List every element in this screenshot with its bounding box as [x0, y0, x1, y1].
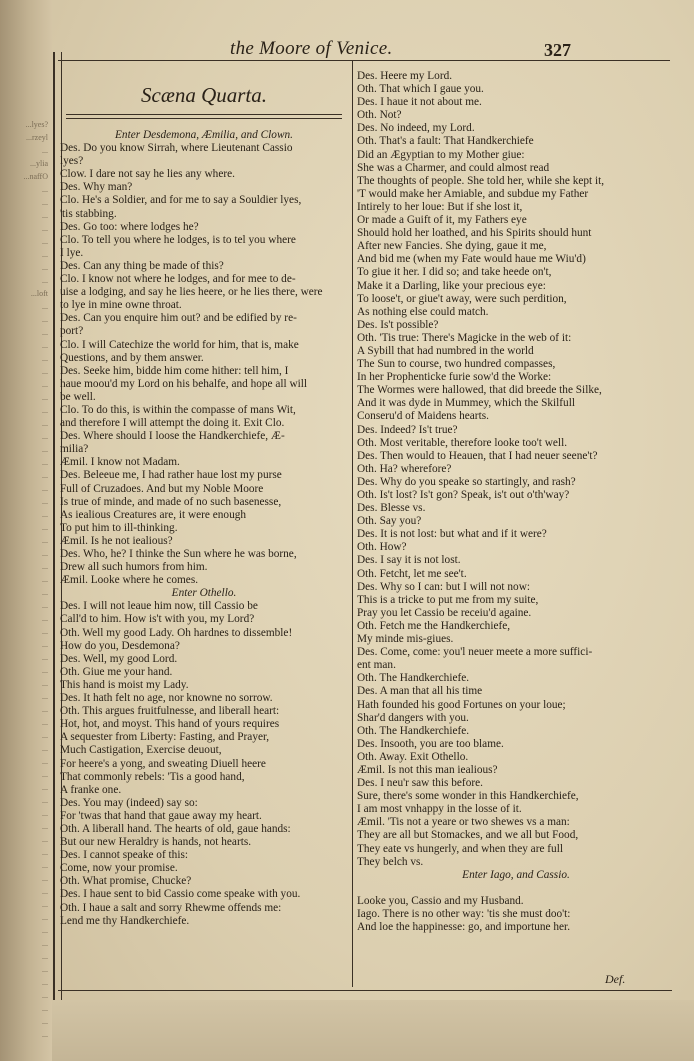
text-line: Æmil. I know not Madam. [60, 456, 180, 469]
catchword: Def. [605, 972, 626, 986]
text-line: Oth. Ha? wherefore? [357, 462, 452, 475]
text-line: Looke you, Cassio and my Husband. [357, 894, 524, 907]
text-line: ent man. [357, 659, 396, 672]
bleed-text-line: ... [42, 627, 48, 636]
bleed-text-line: ... [42, 705, 48, 714]
bleed-text-line: ... [42, 445, 48, 454]
bleed-text-line: ... [42, 939, 48, 948]
text-line: A sequester from Liberty: Fasting, and Prayer, [60, 731, 270, 744]
text-line: Clow. I dare not say he lies any where. [60, 168, 235, 181]
bleed-text-line: ... [42, 523, 48, 532]
bleed-text-line: ... [42, 575, 48, 584]
text-line: Pray you let Cassio be receiu'd againe. [357, 606, 532, 619]
bleed-text-line: ... [42, 185, 48, 194]
text-line: Come, now your promise. [60, 862, 178, 875]
text-line: Des. Come, come: you'l neuer meete a more suffici- [357, 646, 593, 659]
text-line: Or made a Guift of it, my Fathers eye [357, 214, 527, 227]
bleed-text-line: ... [42, 1017, 48, 1026]
bleed-text-line: ... [42, 744, 48, 753]
text-line: Des. Can you enquire him out? and be edified by re- [60, 312, 297, 325]
text-line: To loose't, or giue't away, were such perdition, [357, 292, 567, 305]
text-line: Des. Is't possible? [357, 318, 439, 331]
bleed-text-line: ... [42, 848, 48, 857]
text-line: They eate vs hungerly, and when they are full [357, 842, 563, 855]
bleed-text-line: ...rzeyl [26, 133, 48, 142]
bleed-text-line: ...ylia [30, 159, 48, 168]
text-line: Des. Well, my good Lord. [60, 652, 178, 665]
text-line: Des. It is not lost: but what and if it were? [357, 528, 547, 541]
bleed-text-line: ... [42, 614, 48, 623]
text-line: Oth. How? [357, 541, 407, 554]
bleed-text-line: ... [42, 861, 48, 870]
text-line [357, 882, 675, 895]
text-line: Æmil. Is he not iealious? [60, 534, 173, 547]
text-line: They are all but Stomackes, and we all but Food, [357, 829, 579, 842]
scene-title-rule-lower [66, 118, 342, 119]
bleed-text-line: ... [42, 393, 48, 402]
bleed-text-line: ... [42, 458, 48, 467]
text-line: Des. I say it is not lost. [357, 554, 461, 567]
bleed-text-line: ... [42, 497, 48, 506]
bleed-text-line: ... [42, 315, 48, 324]
text-line: Call'd to him. How is't with you, my Lord? [60, 613, 255, 626]
scene-title: Scæna Quarta. [141, 83, 267, 107]
bleed-text-line: ... [42, 380, 48, 389]
text-line: Hot, hot, and moyst. This hand of yours requires [60, 718, 280, 731]
bleed-text-line: ... [42, 406, 48, 415]
text-line: Æmil. Looke where he comes. [60, 574, 199, 587]
text-line: The Wormes were hallowed, that did breede the Silke, [357, 384, 602, 397]
bleed-text-line: ... [42, 965, 48, 974]
text-line: Oth. Not? [357, 109, 402, 122]
bleed-text-line: ... [42, 913, 48, 922]
bleed-text-line: ... [42, 562, 48, 571]
bleed-text-line: ... [42, 354, 48, 363]
bleed-text-line: ... [42, 263, 48, 272]
text-line: Clo. To tell you where he lodges, is to tel you where [60, 233, 296, 246]
text-line: Des. It hath felt no age, nor knowne no sorrow. [60, 692, 273, 705]
text-line: That commonly rebels: 'Tis a good hand, [60, 770, 245, 783]
bleed-text-line: ...loft [30, 289, 48, 298]
bleed-text-line: ... [42, 419, 48, 428]
text-line: Oth. Is't lost? Is't gon? Speak, is't out o'th'way? [357, 489, 570, 501]
text-line: Des. I haue sent to bid Cassio come speake with you. [60, 888, 301, 901]
bottom-rule [58, 990, 672, 991]
text-line: Des. Insooth, you are too blame. [357, 737, 504, 750]
text-line: Oth. The Handkerchiefe. [357, 724, 470, 737]
text-line: Oth. 'Tis true: There's Magicke in the web of it: [357, 331, 572, 344]
bleed-text-line: ... [42, 926, 48, 935]
bleed-text-line: ... [42, 588, 48, 597]
text-line: To put him to ill-thinking. [60, 521, 178, 534]
text-line: The thoughts of people. She told her, while she kept it, [357, 174, 605, 187]
text-line: This hand is moist my Lady. [60, 678, 189, 691]
bleed-text-line: ... [42, 900, 48, 909]
folio-page [52, 0, 694, 1061]
text-line: Hath founded his good Fortunes on your loue; [357, 698, 566, 711]
text-line: Des. I will not leaue him now, till Cassio be [60, 600, 258, 613]
text-line: Oth. Most veritable, therefore looke too't well. [357, 436, 568, 449]
text-line: Clo. I know not where he lodges, and for mee to de- [60, 273, 296, 286]
text-line: I lye. [60, 246, 84, 259]
text-line: In her Prophenticke furie sow'd the Worke: [357, 371, 552, 384]
bleed-text-line: ... [42, 276, 48, 285]
bleed-text-line: ... [42, 874, 48, 883]
text-line: Des. Who, he? I thinke the Sun where he was borne, [60, 548, 297, 560]
bleed-text-line: ... [42, 692, 48, 701]
text-line: Questions, and by them answer. [60, 351, 204, 364]
text-line: Des. Indeed? Is't true? [357, 423, 458, 436]
text-line: Shar'd dangers with you. [357, 711, 469, 724]
text-line: Des. Beleeue me, I had rather haue lost my purse [60, 469, 282, 482]
text-line: Des. Blesse vs. [357, 502, 426, 515]
bleed-text-line: ...lyes? [25, 120, 48, 129]
text-line: I am most vnhappy in the losse of it. [357, 803, 522, 816]
bleed-text-line: ... [42, 341, 48, 350]
text-line: Des. Seeke him, bidde him come hither: tell him, I [60, 364, 289, 377]
bleed-text-line: ... [42, 666, 48, 675]
bleed-text-line: ... [42, 822, 48, 831]
bleed-text-line: ... [42, 887, 48, 896]
text-line: milia? [60, 443, 89, 456]
text-line: Lend me thy Handkerchiefe. [60, 914, 190, 927]
bleed-text-line: ... [42, 783, 48, 792]
text-line: Oth. Away. Exit Othello. [357, 750, 469, 763]
text-line: Should hold her loathed, and his Spirits should hunt [357, 227, 592, 240]
text-line: This is a tricke to put me from my suite, [357, 593, 539, 606]
bleed-text-line: ... [42, 978, 48, 987]
text-line: haue moou'd my Lord on his behalfe, and hope all will [60, 377, 308, 390]
bleed-text-line: ... [42, 835, 48, 844]
text-line: 'T would make her Amiable, and subdue my Father [357, 187, 589, 200]
text-line: Enter Iago, and Cassio. [462, 868, 570, 881]
text-line: Enter Desdemona, Æmilia, and Clown. [115, 129, 293, 141]
text-line: Intirely to her loue: But if she lost it, [357, 200, 523, 213]
text-line: Des. Why man? [60, 181, 133, 194]
bleed-text-line: ... [42, 302, 48, 311]
text-line: My minde mis-giues. [357, 633, 454, 646]
bleed-text-line: ...naffO [23, 172, 48, 181]
text-line: Oth. What promise, Chucke? [60, 875, 192, 888]
text-line: Oth. Say you? [357, 515, 422, 528]
text-line: A Sybill that had numbred in the world [357, 344, 534, 357]
left-column-lines [60, 129, 348, 928]
text-line: Des. Can any thing be made of this? [60, 259, 224, 272]
text-line: The Sun to course, two hundred compasses, [357, 358, 556, 371]
bleed-text-line: ... [42, 471, 48, 480]
bleed-text-line: ... [42, 328, 48, 337]
text-line: Oth. Well my good Lady. Oh hardnes to dissemble! [60, 626, 293, 639]
text-line: port? [60, 325, 84, 338]
text-line: Des. Heere my Lord. [357, 70, 453, 82]
bleed-text-line: ... [42, 549, 48, 558]
running-head: the Moore of Venice. [230, 38, 393, 59]
text-line: Des. A man that all his time [357, 685, 483, 698]
column-divider [352, 61, 353, 987]
text-line: be well. [60, 390, 96, 403]
text-line: Des. Where should I loose the Handkerchiefe, Æ- [60, 430, 285, 443]
text-line: And loe the happinesse: go, and importune her. [357, 921, 571, 934]
text-line: Clo. To do this, is within the compasse of mans Wit, [60, 403, 296, 416]
bleed-text-line: ... [42, 224, 48, 233]
bleed-text-line: ... [42, 640, 48, 649]
bleed-text-line: ... [42, 991, 48, 1000]
text-line: Did an Ægyptian to my Mother giue: [357, 148, 525, 161]
text-line: Des. No indeed, my Lord. [357, 122, 475, 135]
text-line: Des. You may (indeed) say so: [60, 796, 198, 809]
page-number: 327 [544, 40, 571, 60]
bleed-text-line: ... [42, 367, 48, 376]
text-line: And it was dyde in Mummey, which the Skilfull [357, 397, 575, 410]
bleed-text-line: ... [42, 601, 48, 610]
text-line: Æmil. 'Tis not a yeare or two shewes vs a man: [357, 816, 570, 829]
text-line: Oth. Fetch me the Handkerchiefe, [357, 619, 511, 632]
text-line: to lye in mine owne throat. [60, 299, 182, 312]
bleed-text-line: ... [42, 718, 48, 727]
right-column-lines [357, 70, 675, 934]
text-line: Des. I cannot speake of this: [60, 849, 188, 862]
text-line: lyes? [60, 155, 84, 168]
bleed-text-line: ... [42, 731, 48, 740]
text-line: Des. Why do you speake so startingly, and rash? [357, 475, 576, 488]
bleed-text-line: ... [42, 484, 48, 493]
text-line: Iago. There is no other way: 'tis she must doo't: [357, 908, 571, 920]
bleed-text-line: ... [42, 432, 48, 441]
text-line: How do you, Desdemona? [60, 639, 180, 652]
text-line: For heere's a yong, and sweating Diuell heere [60, 757, 266, 770]
text-line: Oth. This argues fruitfulnesse, and liberall heart: [60, 705, 280, 718]
text-line: She was a Charmer, and could almost read [357, 161, 550, 174]
text-line: Full of Cruzadoes. And but my Noble Moore [60, 482, 264, 495]
text-line: A franke one. [60, 783, 122, 796]
text-line: As iealious Creatures are, it were enough [60, 508, 247, 521]
text-line: But our new Heraldry is hands, not hearts. [60, 836, 252, 849]
text-line: uise a lodging, and say he lies heere, or he lies there, were [60, 286, 323, 299]
text-line: Oth. Giue me your hand. [60, 665, 173, 678]
text-line: Oth. I haue a salt and sorry Rhewme offends me: [60, 901, 282, 914]
text-line: Oth. Fetcht, let me see't. [357, 567, 467, 580]
text-line: Oth. That which I gaue you. [357, 83, 484, 96]
text-line: After new Fancies. She dying, gaue it me, [357, 240, 547, 253]
bleed-text-line: ... [42, 770, 48, 779]
text-line: Oth. The Handkerchiefe. [357, 672, 470, 685]
bleed-text-line: ... [42, 198, 48, 207]
bleed-text-line: ... [42, 237, 48, 246]
text-line: They belch vs. [357, 855, 424, 868]
bleed-text-line: ... [42, 796, 48, 805]
lower-page-margin [52, 1000, 694, 1061]
text-line: And bid me (when my Fate would haue me Wiu'd) [357, 253, 586, 266]
text-line: Oth. That's a fault: That Handkerchiefe [357, 135, 534, 148]
text-line: Des. Then would to Heauen, that I had neuer seene't? [357, 449, 598, 462]
text-line: Conseru'd of Maidens hearts. [357, 410, 489, 423]
bleed-text-line: ... [42, 679, 48, 688]
text-line: Des. I neu'r saw this before. [357, 777, 483, 790]
adjacent-page-bleed [0, 0, 52, 1061]
bleed-text-line: ... [42, 536, 48, 545]
text-line: Des. Do you know Sirrah, where Lieutenant Cassio [60, 142, 293, 155]
text-line: Much Castigation, Exercise deuout, [60, 744, 222, 757]
bleed-text-line: ... [42, 146, 48, 155]
text-line: Oth. A liberall hand. The hearts of old, gaue hands: [60, 822, 291, 835]
text-line: Sure, there's some wonder in this Handkerchiefe, [357, 790, 579, 803]
bleed-text-line: ... [42, 1030, 48, 1039]
text-line: Æmil. Is not this man iealious? [357, 763, 498, 776]
text-line: As nothing else could match. [357, 305, 489, 318]
text-line: Drew all such humors from him. [60, 561, 208, 574]
bleed-text-line: ... [42, 211, 48, 220]
bleed-text-line: ... [42, 1004, 48, 1013]
text-line: Is true of minde, and made of no such basenesse, [60, 495, 282, 508]
text-line: 'tis stabbing. [60, 207, 117, 220]
bleed-text-line: ... [42, 510, 48, 519]
text-line: Clo. I will Catechize the world for him, that is, make [60, 338, 299, 351]
bleed-text-line: ... [42, 952, 48, 961]
bleed-text-line: ... [42, 757, 48, 766]
text-line: Des. I haue it not about me. [357, 96, 482, 109]
text-line: and therefore I will attempt the doing it. Exit Clo. [60, 417, 285, 430]
text-line: Enter Othello. [171, 587, 237, 600]
text-line: To giue it her. I did so; and take heede on't, [357, 266, 552, 279]
text-line: Des. Go too: where lodges he? [60, 220, 199, 233]
text-line: Clo. He's a Soldier, and for me to say a Souldier lyes, [60, 194, 302, 207]
text-line: Des. Why so I can: but I will not now: [357, 580, 530, 593]
bleed-text-line: ... [42, 809, 48, 818]
bleed-text-line: ... [42, 250, 48, 259]
text-line: Make it a Darling, like your precious eye: [357, 279, 546, 292]
header-rule [58, 60, 670, 61]
text-line: For 'twas that hand that gaue away my heart. [60, 809, 262, 822]
left-column [60, 69, 348, 928]
right-column [357, 70, 675, 934]
scene-title-rule [66, 114, 342, 115]
bleed-text-line: ... [42, 653, 48, 662]
